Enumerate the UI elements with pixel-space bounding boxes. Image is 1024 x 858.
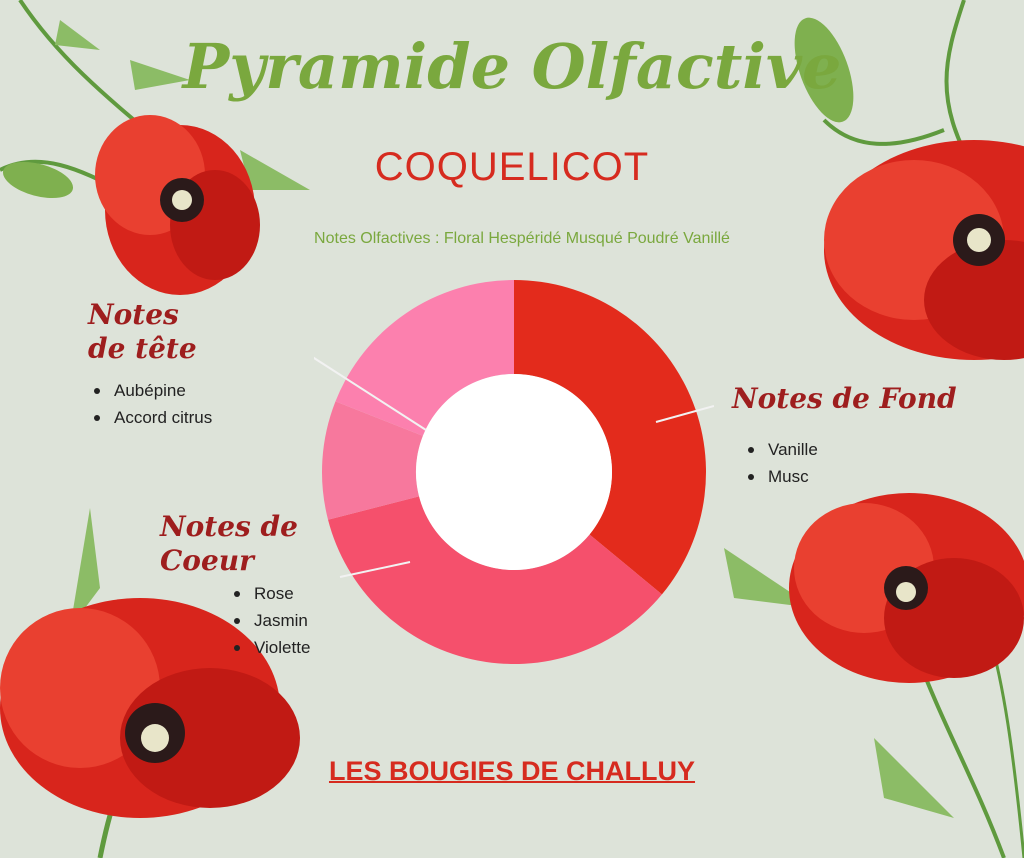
list-item: Jasmin bbox=[232, 607, 310, 634]
list-notes-de-fond bbox=[746, 436, 818, 490]
poppy-bottom-right-illustration bbox=[724, 478, 1024, 858]
list-item: Violette bbox=[232, 634, 310, 661]
heading-notes-de-tete bbox=[88, 298, 197, 366]
list-item: Accord citrus bbox=[92, 404, 212, 431]
page-title: Pyramide Olfactive bbox=[182, 30, 842, 103]
olfactive-donut-chart bbox=[314, 272, 714, 672]
heading-line: Notes bbox=[88, 298, 179, 331]
footer-brand-link[interactable]: LES BOUGIES DE CHALLUY bbox=[328, 756, 696, 786]
list-item: Rose bbox=[232, 580, 310, 607]
list-notes-de-tete bbox=[92, 377, 212, 431]
heading-line: Notes de bbox=[160, 510, 298, 543]
notes-olfactives-line: Notes Olfactives : Floral Hespéridé Musqué Poudré Vanillé bbox=[314, 230, 730, 247]
list-item: Musc bbox=[746, 463, 818, 490]
list-notes-de-coeur bbox=[232, 580, 310, 661]
heading-line: de tête bbox=[88, 332, 197, 365]
heading-notes-de-fond: Notes de Fond bbox=[732, 382, 957, 415]
donut-hole bbox=[416, 374, 612, 570]
list-item: Vanille bbox=[746, 436, 818, 463]
heading-notes-de-coeur bbox=[160, 510, 298, 578]
list-item: Aubépine bbox=[92, 377, 212, 404]
product-subtitle: COQUELICOT bbox=[374, 145, 650, 189]
heading-line: Coeur bbox=[160, 544, 254, 577]
